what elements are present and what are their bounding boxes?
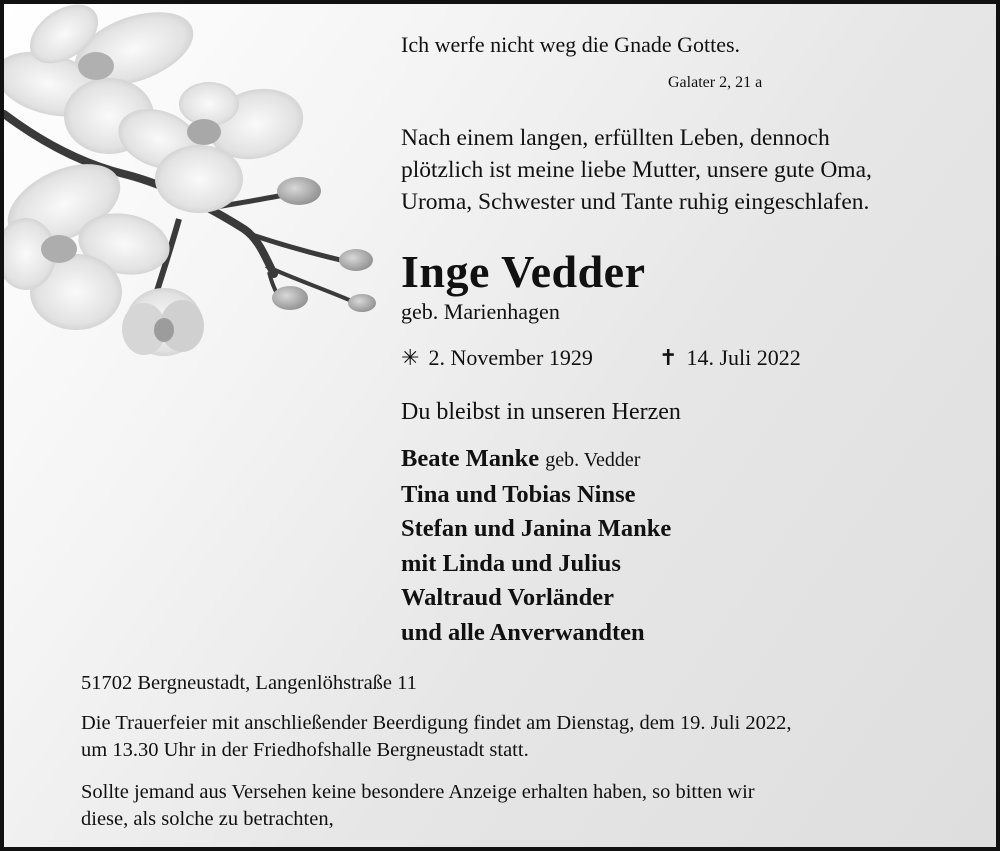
mourner-item (401, 442, 671, 478)
funeral-info (81, 710, 792, 764)
tribute-line: Du bleibst in unseren Herzen (401, 399, 681, 425)
mourner-name: Beate Manke (401, 445, 540, 472)
mourner-item: mit Linda und Julius (401, 549, 621, 577)
funeral-line: um 13.30 Uhr in der Friedhofshalle Bergneustadt statt. (81, 739, 529, 761)
funeral-line: Die Trauerfeier mit anschließender Beerdigung findet am Dienstag, dem 19. Juli 2022, (81, 712, 792, 734)
deceased-name: Inge Vedder (401, 246, 646, 297)
mourner-item: Waltraud Vorländer (401, 584, 615, 611)
mourners-list (401, 442, 671, 650)
maiden-name: geb. Marienhagen (401, 299, 560, 324)
announcement-line: Uroma, Schwester und Tante ruhig eingeschlafen. (401, 189, 870, 215)
bible-reference: Galater 2, 21 a (668, 74, 763, 91)
announcement-line: Nach einem langen, erfüllten Leben, dennoch (401, 125, 830, 151)
life-dates (401, 345, 851, 375)
announcement-line: plötzlich ist meine liebe Mutter, unsere gute Oma, (401, 157, 872, 183)
note-line: diese, als solche zu betrachten, (81, 808, 334, 830)
birth-date-text: 2. November 1929 (428, 345, 593, 370)
death-date (659, 345, 801, 371)
address: 51702 Bergneustadt, Langenlöhstraße 11 (81, 672, 417, 694)
orchid-image (4, 4, 394, 384)
bible-quote: Ich werfe nicht weg die Gnade Gottes. (401, 32, 741, 57)
cross-icon: ✝ (659, 345, 678, 370)
mourner-item: Stefan und Janina Manke (401, 515, 672, 542)
mourner-item: und alle Anverwandten (401, 618, 645, 646)
mourner-note: geb. Vedder (545, 449, 641, 471)
death-date-text: 14. Juli 2022 (686, 345, 801, 370)
note-line: Sollte jemand aus Versehen keine besondere Anzeige erhalten haben, so bitten wir (81, 781, 755, 803)
mourner-item: Tina und Tobias Ninse (401, 480, 636, 508)
announcement-text (401, 122, 872, 218)
birth-star-icon: ✳ (401, 345, 420, 370)
birth-date (401, 345, 593, 371)
closing-note (81, 779, 755, 833)
